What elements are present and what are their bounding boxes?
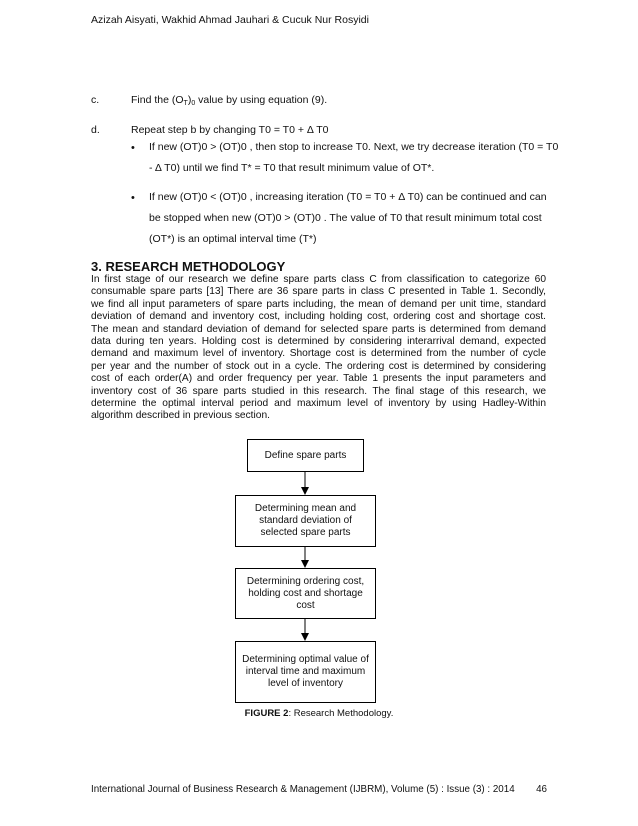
bullet-line: (OT*) is an optimal interval time (T*): [149, 233, 317, 245]
running-header-authors: Azizah Aisyati, Wakhid Ahmad Jauhari & Cucuk Nur Rosyidi: [91, 14, 369, 26]
flow-box-mean-deviation: Determining mean and standard deviation of selected spare parts: [235, 495, 376, 547]
paragraph-line: In first stage of our research we define spare parts class C from classification to categorize 60: [91, 274, 546, 285]
bullet-icon: •: [131, 142, 135, 154]
footer-journal: International Journal of Business Research & Management (IJBRM), Volume (5) : Issue (3) : 2014: [91, 784, 515, 795]
paragraph-line: per year and the number of stock out in a cycle. The ordering cost is determined by considering: [91, 360, 546, 372]
paragraph-line: cost of each order(A) and order frequency per year. Table 1 presents the input parameters and: [91, 373, 546, 385]
bullet-line: If new (OT)0 > (OT)0 , then stop to increase T0. Next, we try decrease iteration (T0 = T0: [149, 141, 559, 153]
figure-caption: [0, 708, 638, 719]
paragraph-line: determine the optimal interval period and maximum level of inventory by using Hadley-Within: [91, 398, 546, 410]
figure-label: FIGURE 2: [244, 708, 289, 719]
page-number: 46: [536, 784, 547, 795]
step-d-text: Repeat step b by changing T0 = T0 + Δ T0: [131, 124, 329, 136]
bullet-line: If new (OT)0 < (OT)0 , increasing iteration (T0 = T0 + Δ T0) can be continued and can: [149, 191, 547, 203]
paragraph-line: demand and maximum level of inventory. Shortage cost is determined from the number of cycle: [91, 348, 546, 360]
paragraph-line: data during ten years. Holding cost is determined by considering interarrival demand, expected: [91, 336, 546, 348]
paragraph-line: inventory cost of 36 spare parts studied in this research. The final stage of this research, we: [91, 385, 546, 397]
bullet-icon: •: [131, 192, 135, 204]
section-heading: 3. RESEARCH METHODOLOGY: [91, 259, 286, 274]
step-c-text: Find the $(O_T)_0$ value by using equation (9).: [131, 94, 328, 107]
paragraph-line: The mean and standard deviation of demand for selected spare parts is determined from demand: [91, 323, 546, 335]
paragraph-line: algorithm described in previous section.: [91, 410, 270, 422]
figure-caption-text: : Research Methodology.: [288, 708, 394, 719]
flow-box-define-spare-parts: Define spare parts: [247, 439, 364, 472]
step-d-letter: d.: [91, 124, 100, 136]
flow-box-optimal-value: Determining optimal value of interval time and maximum level of inventory: [235, 641, 376, 703]
bullet-line: be stopped when new (OT)0 > (OT)0 . The value of T0 that result minimum total cost: [149, 212, 542, 224]
paragraph-line: consumable spare parts [13] There are 36 spare parts in class C presented in Table 1. Secondly,: [91, 286, 546, 298]
paragraph-line: deviation of demand and inventory cost, including holding cost, ordering cost and shortage cost.: [91, 311, 546, 323]
flow-box-costs: Determining ordering cost, holding cost and shortage cost: [235, 568, 376, 619]
page-footer: [91, 784, 547, 795]
step-c-letter: c.: [91, 94, 100, 106]
paragraph-line: we find all input parameters of spare parts including, the mean of demand per unit time, standard: [91, 298, 546, 310]
bullet-line: - Δ T0) until we find T* = T0 that result minimum value of OT*.: [149, 162, 435, 174]
